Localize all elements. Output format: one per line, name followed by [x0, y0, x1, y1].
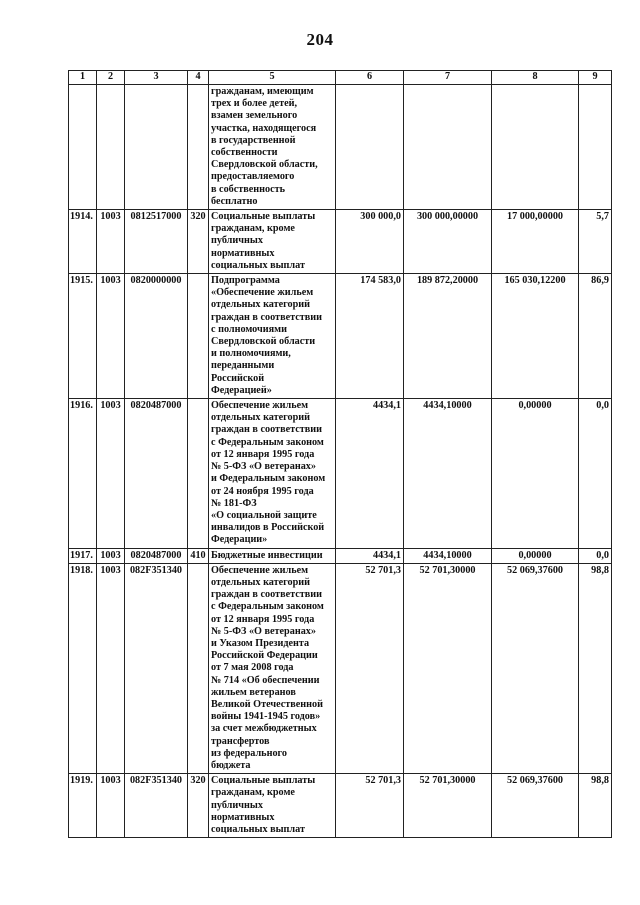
column-header: 6	[336, 71, 404, 85]
executed-amount: 165 030,12200	[492, 274, 579, 399]
refined-amount: 189 872,20000	[404, 274, 492, 399]
executed-amount: 0,00000	[492, 548, 579, 563]
column-header: 8	[492, 71, 579, 85]
table-row	[69, 548, 612, 563]
execution-percent: 0,0	[579, 399, 612, 548]
item-name: Социальные выплаты гражданам, кроме публичных нормативных социальных выплат	[209, 774, 336, 838]
table-row	[69, 563, 612, 773]
row-number: 1915.	[69, 274, 97, 399]
column-header: 2	[97, 71, 125, 85]
planned-amount	[336, 85, 404, 210]
expense-type	[188, 399, 209, 548]
refined-amount: 52 701,30000	[404, 774, 492, 838]
table-row	[69, 274, 612, 399]
section-code: 1003	[97, 274, 125, 399]
target-code: 0820000000	[125, 274, 188, 399]
planned-amount: 300 000,0	[336, 210, 404, 274]
column-header: 1	[69, 71, 97, 85]
expense-type	[188, 85, 209, 210]
refined-amount: 4434,10000	[404, 548, 492, 563]
section-code: 1003	[97, 210, 125, 274]
row-number: 1916.	[69, 399, 97, 548]
planned-amount: 4434,1	[336, 548, 404, 563]
target-code: 082F351340	[125, 563, 188, 773]
page-number: 204	[306, 30, 334, 49]
execution-percent: 5,7	[579, 210, 612, 274]
execution-percent: 86,9	[579, 274, 612, 399]
executed-amount	[492, 85, 579, 210]
execution-percent	[579, 85, 612, 210]
table-row	[69, 210, 612, 274]
item-name: гражданам, имеющим трех и более детей, взамен земельного участка, находящегося в государственной собственности Свердловской области, предоставляемого в собственность бесплатно	[209, 85, 336, 210]
target-code: 0820487000	[125, 399, 188, 548]
expense-type: 320	[188, 210, 209, 274]
table-row	[69, 774, 612, 838]
column-header: 3	[125, 71, 188, 85]
refined-amount	[404, 85, 492, 210]
section-code: 1003	[97, 399, 125, 548]
target-code: 0820487000	[125, 548, 188, 563]
refined-amount: 4434,10000	[404, 399, 492, 548]
item-name: Социальные выплаты гражданам, кроме публичных нормативных социальных выплат	[209, 210, 336, 274]
section-code	[97, 85, 125, 210]
row-number: 1917.	[69, 548, 97, 563]
executed-amount: 52 069,37600	[492, 774, 579, 838]
execution-percent: 98,8	[579, 774, 612, 838]
execution-percent: 0,0	[579, 548, 612, 563]
planned-amount: 52 701,3	[336, 563, 404, 773]
row-number: 1918.	[69, 563, 97, 773]
budget-table	[68, 70, 612, 838]
executed-amount: 52 069,37600	[492, 563, 579, 773]
refined-amount: 52 701,30000	[404, 563, 492, 773]
planned-amount: 174 583,0	[336, 274, 404, 399]
executed-amount: 0,00000	[492, 399, 579, 548]
target-code: 082F351340	[125, 774, 188, 838]
executed-amount: 17 000,00000	[492, 210, 579, 274]
expense-type: 320	[188, 774, 209, 838]
item-name: Подпрограмма «Обеспечение жильем отдельных категорий граждан в соответствии с полномочиями Свердловской области и полномочиями, переданными Российской Федерацией»	[209, 274, 336, 399]
row-number: 1914.	[69, 210, 97, 274]
planned-amount: 52 701,3	[336, 774, 404, 838]
expense-type	[188, 563, 209, 773]
target-code: 0812517000	[125, 210, 188, 274]
refined-amount: 300 000,00000	[404, 210, 492, 274]
item-name: Обеспечение жильем отдельных категорий граждан в соответствии с Федеральным законом от 12 января 1995 года № 5-ФЗ «О ветеранах» и Федеральным законом от 24 ноября 1995 года № 181-ФЗ «О социальной защите инвалидов в Российской Федерации»	[209, 399, 336, 548]
table-row	[69, 85, 612, 210]
row-number: 1919.	[69, 774, 97, 838]
expense-type: 410	[188, 548, 209, 563]
item-name: Бюджетные инвестиции	[209, 548, 336, 563]
section-code: 1003	[97, 774, 125, 838]
column-header: 4	[188, 71, 209, 85]
expense-type	[188, 274, 209, 399]
planned-amount: 4434,1	[336, 399, 404, 548]
section-code: 1003	[97, 548, 125, 563]
header-row	[69, 71, 612, 85]
column-header: 9	[579, 71, 612, 85]
item-name: Обеспечение жильем отдельных категорий граждан в соответствии с Федеральным законом от 12 января 1995 года № 5-ФЗ «О ветеранах» и Указом Президента Российской Федерации от 7 мая 2008 года № 714 «Об обеспечении жильем ветеранов Великой Отечественной войны 1941-1945 годов» за счет межбюджетных трансфертов из федерального бюджета	[209, 563, 336, 773]
column-header: 5	[209, 71, 336, 85]
section-code: 1003	[97, 563, 125, 773]
execution-percent: 98,8	[579, 563, 612, 773]
target-code	[125, 85, 188, 210]
column-header: 7	[404, 71, 492, 85]
table-row	[69, 399, 612, 548]
row-number	[69, 85, 97, 210]
